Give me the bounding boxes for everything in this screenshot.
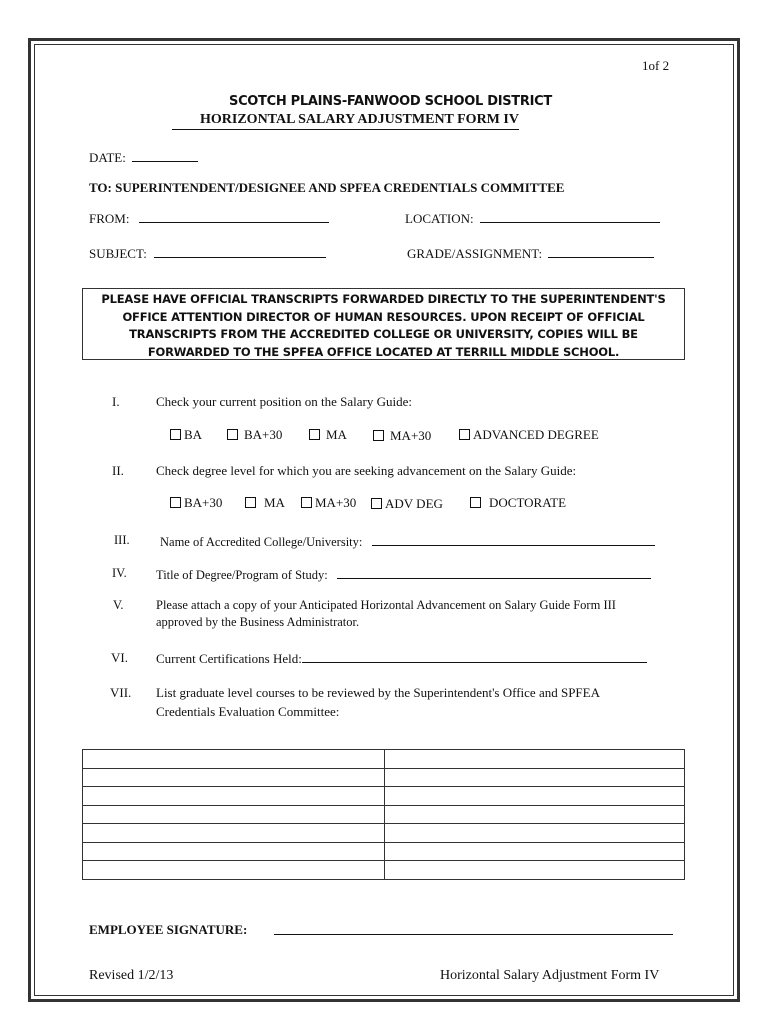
section-4-text: Title of Degree/Program of Study: [156, 568, 328, 582]
section-6-text: Current Certifications Held: [156, 651, 302, 666]
option-ba[interactable] [170, 427, 202, 443]
from-field[interactable] [139, 210, 329, 223]
table-cell[interactable] [83, 768, 385, 787]
transcript-notice [82, 288, 685, 360]
option-ba30-seek[interactable] [170, 495, 222, 511]
checkbox[interactable] [170, 429, 181, 440]
notice-line: PLEASE HAVE OFFICIAL TRANSCRIPTS FORWARDED DIRECTLY TO THE SUPERINTENDENT'S [101, 292, 666, 306]
date-row [89, 149, 198, 166]
section-7-line-1: List graduate level courses to be reviewed by the Superintendent's Office and SPFEA [156, 685, 600, 700]
location-row [405, 210, 660, 227]
section-2-text: Check degree level for which you are seeking advancement on the Salary Guide: [156, 463, 577, 478]
option-label: MA [264, 495, 285, 510]
table-cell[interactable] [385, 750, 685, 769]
location-label: LOCATION: [405, 211, 474, 226]
grade-row [407, 245, 654, 262]
subject-row [89, 245, 326, 262]
section-5-number: V. [113, 598, 124, 612]
section-3-text: Name of Accredited College/University: [160, 535, 363, 549]
option-label: MA+30 [390, 428, 432, 443]
section-4-number: IV. [112, 566, 127, 580]
date-field[interactable] [132, 149, 198, 162]
option-doctorate-seek[interactable] [470, 495, 566, 511]
checkbox[interactable] [245, 497, 256, 508]
table-cell[interactable] [385, 842, 685, 861]
option-ma30[interactable] [373, 428, 431, 444]
location-field[interactable] [480, 210, 660, 223]
section-7-line-2: Credentials Evaluation Committee: [156, 704, 340, 719]
checkbox[interactable] [309, 429, 320, 440]
option-label: DOCTORATE [489, 495, 567, 510]
table-row [83, 750, 685, 769]
from-row [89, 210, 329, 227]
employee-signature-field[interactable] [274, 934, 673, 935]
section-3-number: III. [114, 533, 130, 547]
table-cell[interactable] [385, 824, 685, 843]
notice-line: OFFICE ATTENTION DIRECTOR OF HUMAN RESOURCES. UPON RECEIPT OF OFFICIAL [122, 309, 645, 324]
option-adv-deg-seek[interactable] [371, 496, 443, 512]
section-4-row [156, 566, 651, 583]
page-number: 1of 2 [642, 58, 670, 73]
section-3-row [160, 533, 655, 550]
certifications-field[interactable] [302, 650, 647, 663]
grade-field[interactable] [548, 245, 654, 258]
table-cell[interactable] [83, 824, 385, 843]
table-cell[interactable] [385, 861, 685, 880]
subject-field[interactable] [154, 245, 326, 258]
option-label: BA+30 [244, 427, 283, 442]
table-cell[interactable] [385, 768, 685, 787]
checkbox[interactable] [459, 429, 470, 440]
table-row [83, 805, 685, 824]
form-title: HORIZONTAL SALARY ADJUSTMENT FORM IV [172, 112, 519, 130]
footer-form-name: Horizontal Salary Adjustment Form IV [440, 968, 660, 983]
checkbox[interactable] [373, 430, 384, 441]
section-7-number: VII. [110, 685, 132, 700]
table-cell[interactable] [83, 750, 385, 769]
option-ma[interactable] [309, 427, 347, 443]
option-advanced-degree[interactable] [459, 427, 599, 443]
table-row [83, 787, 685, 806]
to-line: TO: SUPERINTENDENT/DESIGNEE AND SPFEA CREDENTIALS COMMITTEE [89, 180, 565, 195]
table-cell[interactable] [83, 861, 385, 880]
section-5-line-1: Please attach a copy of your Anticipated Horizontal Advancement on Salary Guide Form III [156, 598, 616, 612]
section-6-number: VI. [111, 650, 128, 665]
table-cell[interactable] [83, 805, 385, 824]
from-label: FROM: [89, 211, 130, 226]
section-2-number: II. [112, 463, 124, 478]
degree-program-field[interactable] [337, 566, 651, 579]
revised-date: Revised 1/2/13 [89, 968, 174, 983]
district-name: SCOTCH PLAINS-FANWOOD SCHOOL DISTRICT [229, 94, 552, 109]
checkbox[interactable] [301, 497, 312, 508]
grade-label: GRADE/ASSIGNMENT: [407, 246, 543, 261]
option-label: BA+30 [184, 495, 223, 510]
table-cell[interactable] [83, 787, 385, 806]
option-label: ADVANCED DEGREE [473, 427, 599, 442]
section-1-number: I. [112, 394, 120, 409]
checkbox[interactable] [170, 497, 181, 508]
table-cell[interactable] [385, 805, 685, 824]
option-ba30[interactable] [227, 427, 282, 443]
table-row [83, 824, 685, 843]
notice-line: TRANSCRIPTS FROM THE ACCREDITED COLLEGE OR UNIVERSITY, COPIES WILL BE [129, 327, 638, 341]
subject-label: SUBJECT: [89, 246, 147, 261]
option-label: BA [184, 427, 203, 442]
option-label: MA+30 [315, 495, 357, 510]
option-label: ADV DEG [385, 496, 443, 511]
section-5-line-2: approved by the Business Administrator. [156, 615, 360, 629]
option-ma-seek[interactable] [245, 495, 285, 511]
notice-line: FORWARDED TO THE SPFEA OFFICE LOCATED AT TERRILL MIDDLE SCHOOL. [147, 344, 620, 359]
courses-table [82, 749, 685, 880]
table-cell[interactable] [83, 842, 385, 861]
college-field[interactable] [372, 533, 655, 546]
date-label: DATE: [89, 150, 126, 165]
checkbox[interactable] [470, 497, 481, 508]
table-cell[interactable] [385, 787, 685, 806]
section-1-text: Check your current position on the Salary Guide: [156, 394, 412, 409]
table-row [83, 842, 685, 861]
option-ma30-seek[interactable] [301, 495, 356, 511]
employee-signature-label: EMPLOYEE SIGNATURE: [89, 922, 248, 937]
table-row [83, 861, 685, 880]
section-6-row [156, 650, 647, 667]
checkbox[interactable] [227, 429, 238, 440]
option-label: MA [326, 427, 347, 442]
table-row [83, 768, 685, 787]
checkbox[interactable] [371, 498, 382, 509]
